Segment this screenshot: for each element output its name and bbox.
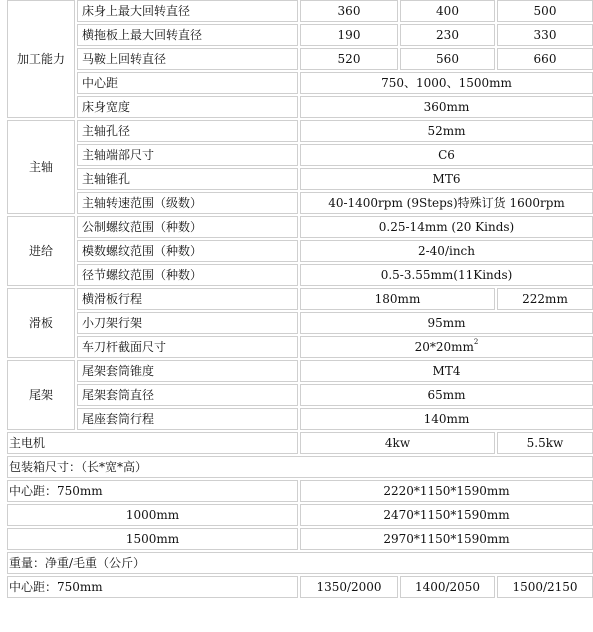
table-row	[7, 96, 593, 118]
value-cell: 1350/2000	[300, 576, 398, 598]
table-row	[7, 240, 593, 262]
value-cell: 400	[400, 0, 495, 22]
row-label: 1500mm	[7, 528, 298, 550]
table-row	[7, 216, 593, 238]
table-row	[7, 288, 593, 310]
row-label: 横滑板行程	[77, 288, 298, 310]
value-cell: 5.5kw	[497, 432, 593, 454]
section-header-weight: 重量：净重/毛重（公斤）	[7, 552, 593, 574]
value-cell: 180mm	[300, 288, 495, 310]
row-label: 主轴孔径	[77, 120, 298, 142]
value-cell: 2970*1150*1590mm	[300, 528, 593, 550]
value-cell: 190	[300, 24, 398, 46]
table-row	[7, 576, 593, 598]
table-row	[7, 192, 593, 214]
value-cell: 52mm	[300, 120, 593, 142]
table-row	[7, 312, 593, 334]
row-label: 径节螺纹范围（种数）	[77, 264, 298, 286]
group-label-slide: 滑板	[7, 288, 75, 358]
value-cell: 660	[497, 48, 593, 70]
row-label: 中心距	[77, 72, 298, 94]
value-cell: 230	[400, 24, 495, 46]
table-row	[7, 120, 593, 142]
value-cell: 2220*1150*1590mm	[300, 480, 593, 502]
value-cell: 0.5-3.55mm(11Kinds)	[300, 264, 593, 286]
row-label: 尾座套筒行程	[77, 408, 298, 430]
row-label: 床身宽度	[77, 96, 298, 118]
row-label: 横拖板上最大回转直径	[77, 24, 298, 46]
row-label: 模数螺纹范围（种数）	[77, 240, 298, 262]
row-label: 车刀杆截面尺寸	[77, 336, 298, 358]
row-label: 床身上最大回转直径	[77, 0, 298, 22]
value-cell: C6	[300, 144, 593, 166]
table-row	[7, 24, 593, 46]
value-cell: 2-40/inch	[300, 240, 593, 262]
value-cell: 2470*1150*1590mm	[300, 504, 593, 526]
spec-table	[5, 0, 593, 600]
table-row	[7, 552, 593, 574]
table-row	[7, 0, 593, 22]
table-row	[7, 456, 593, 478]
value-cell: 222mm	[497, 288, 593, 310]
value-cell: 560	[400, 48, 495, 70]
row-label-motor: 主电机	[7, 432, 298, 454]
value-cell: 1400/2050	[400, 576, 495, 598]
value-cell: 40-1400rpm (9Steps)特殊订货 1600rpm	[300, 192, 593, 214]
value-cell: 360	[300, 0, 398, 22]
row-label: 主轴端部尺寸	[77, 144, 298, 166]
value-cell: MT4	[300, 360, 593, 382]
group-label-processing: 加工能力	[7, 0, 75, 118]
table-row	[7, 360, 593, 382]
value-cell: 1500/2150	[497, 576, 593, 598]
group-label-tailstock: 尾架	[7, 360, 75, 430]
value-cell: 0.25-14mm (20 Kinds)	[300, 216, 593, 238]
table-row	[7, 168, 593, 190]
table-row	[7, 408, 593, 430]
table-row	[7, 384, 593, 406]
section-header-packing: 包装箱尺寸：（长*宽*高）	[7, 456, 593, 478]
superscript: 2	[473, 338, 479, 346]
table-row	[7, 48, 593, 70]
table-row	[7, 528, 593, 550]
group-label-spindle: 主轴	[7, 120, 75, 214]
value-cell: 4kw	[300, 432, 495, 454]
row-label: 尾架套筒锥度	[77, 360, 298, 382]
row-label: 主轴锥孔	[77, 168, 298, 190]
table-row	[7, 480, 593, 502]
value-cell: 520	[300, 48, 398, 70]
row-label: 公制螺纹范围（种数）	[77, 216, 298, 238]
row-label: 中心距：750mm	[7, 576, 298, 598]
table-row	[7, 336, 593, 358]
value-cell: 360mm	[300, 96, 593, 118]
value-cell: MT6	[300, 168, 593, 190]
value-cell: 140mm	[300, 408, 593, 430]
group-label-feed: 进给	[7, 216, 75, 286]
value-cell: 500	[497, 0, 593, 22]
value-cell: 330	[497, 24, 593, 46]
table-row	[7, 144, 593, 166]
row-label: 1000mm	[7, 504, 298, 526]
table-row	[7, 504, 593, 526]
value-cell: 750、1000、1500mm	[300, 72, 593, 94]
row-label: 小刀架行架	[77, 312, 298, 334]
row-label: 尾架套筒直径	[77, 384, 298, 406]
table-row	[7, 264, 593, 286]
row-label: 中心距：750mm	[7, 480, 298, 502]
value-cell: 95mm	[300, 312, 593, 334]
table-row	[7, 432, 593, 454]
value-text: 20*20mm	[414, 340, 474, 354]
row-label: 马鞍上回转直径	[77, 48, 298, 70]
row-label: 主轴转速范围（级数）	[77, 192, 298, 214]
value-cell: 65mm	[300, 384, 593, 406]
value-cell	[300, 336, 593, 358]
table-row	[7, 72, 593, 94]
